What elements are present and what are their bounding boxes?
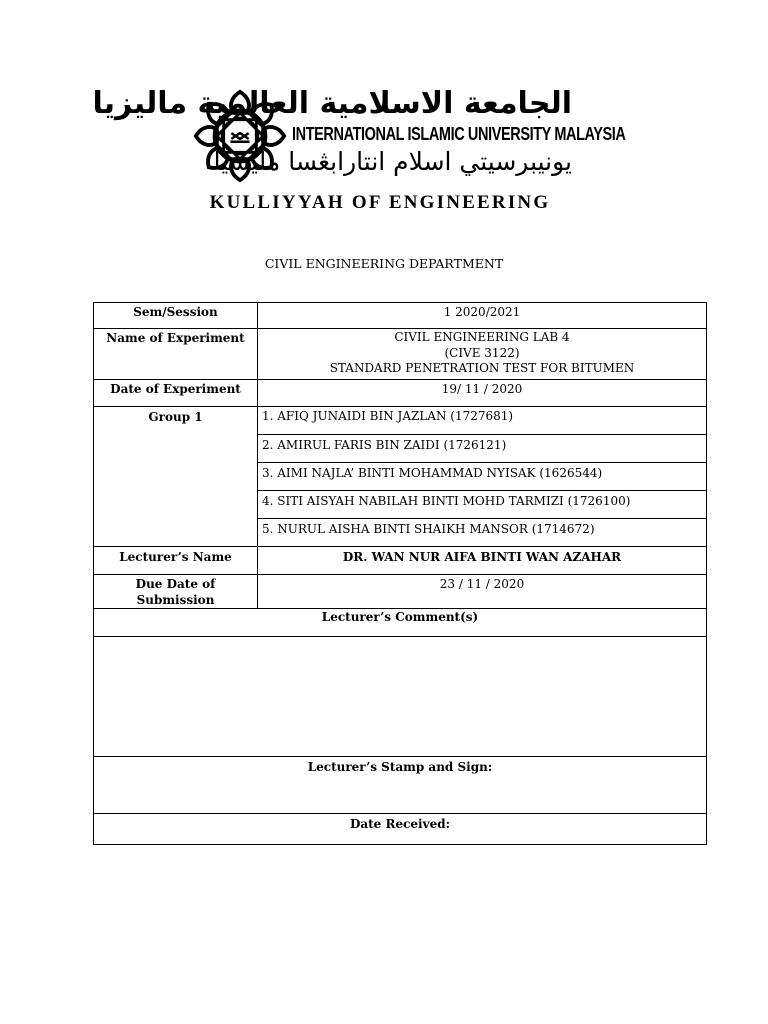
member-2: 2. AMIRUL FARIS BIN ZAIDI (1726121) [258, 435, 707, 463]
sem-session-value: 1 2020/2021 [258, 303, 707, 329]
row-member-1 [94, 407, 707, 435]
member-5: 5. NURUL AISHA BINTI SHAIKH MANSOR (1714672) [258, 519, 707, 547]
row-date [94, 380, 707, 407]
row-lecturer [94, 547, 707, 575]
experiment-line-3: STANDARD PENETRATION TEST FOR BITUMEN [329, 361, 635, 375]
due-label: Due Date of Submission [94, 575, 258, 609]
cover-form-table [93, 302, 707, 845]
department-title: CIVIL ENGINEERING DEPARTMENT [264, 256, 504, 271]
experiment-line-2: (CIVE 3122) [444, 345, 520, 360]
experiment-line-1: CIVIL ENGINEERING LAB 4 [394, 330, 570, 344]
sem-session-label: Sem/Session [94, 303, 258, 329]
experiment-value [258, 329, 707, 380]
received-label: Date Received: [94, 814, 707, 845]
university-logo [92, 86, 626, 188]
stamp-label: Lecturer’s Stamp and Sign: [94, 757, 707, 814]
row-received [94, 814, 707, 845]
row-comments-area [94, 637, 707, 757]
english-university-name: INTERNATIONAL ISLAMIC UNIVERSITY MALAYSIA [292, 125, 626, 145]
row-comments-header [94, 609, 707, 637]
experiment-label: Name of Experiment [94, 329, 258, 380]
member-3: 3. AIMI NAJLA’ BINTI MOHAMMAD NYISAK (1626544) [258, 463, 707, 491]
lecturer-value: DR. WAN NUR AIFA BINTI WAN AZAHAR [258, 547, 707, 575]
date-value: 19/ 11 / 2020 [258, 380, 707, 407]
kulliyyah-title: KULLIYYAH OF ENGINEERING [209, 192, 551, 213]
date-label: Date of Experiment [94, 380, 258, 407]
row-experiment [94, 329, 707, 380]
comments-area [94, 637, 707, 757]
comments-label: Lecturer’s Comment(s) [94, 609, 707, 637]
lecturer-label: Lecturer’s Name [94, 547, 258, 575]
arabic-university-name: الجامعة الاسلامية العالمية ماليزيا [92, 86, 572, 121]
due-value: 23 / 11 / 2020 [258, 575, 707, 609]
row-due-date [94, 575, 707, 609]
row-stamp [94, 757, 707, 814]
member-1: 1. AFIQ JUNAIDI BIN JAZLAN (1727681) [258, 407, 707, 435]
member-4: 4. SITI AISYAH NABILAH BINTI MOHD TARMIZI (1726100) [258, 491, 707, 519]
jawi-university-name: يونيبرسيتي اسلام انتارابڠسا مليسيا [213, 147, 572, 176]
row-sem-session [94, 303, 707, 329]
group-label: Group 1 [94, 407, 258, 547]
